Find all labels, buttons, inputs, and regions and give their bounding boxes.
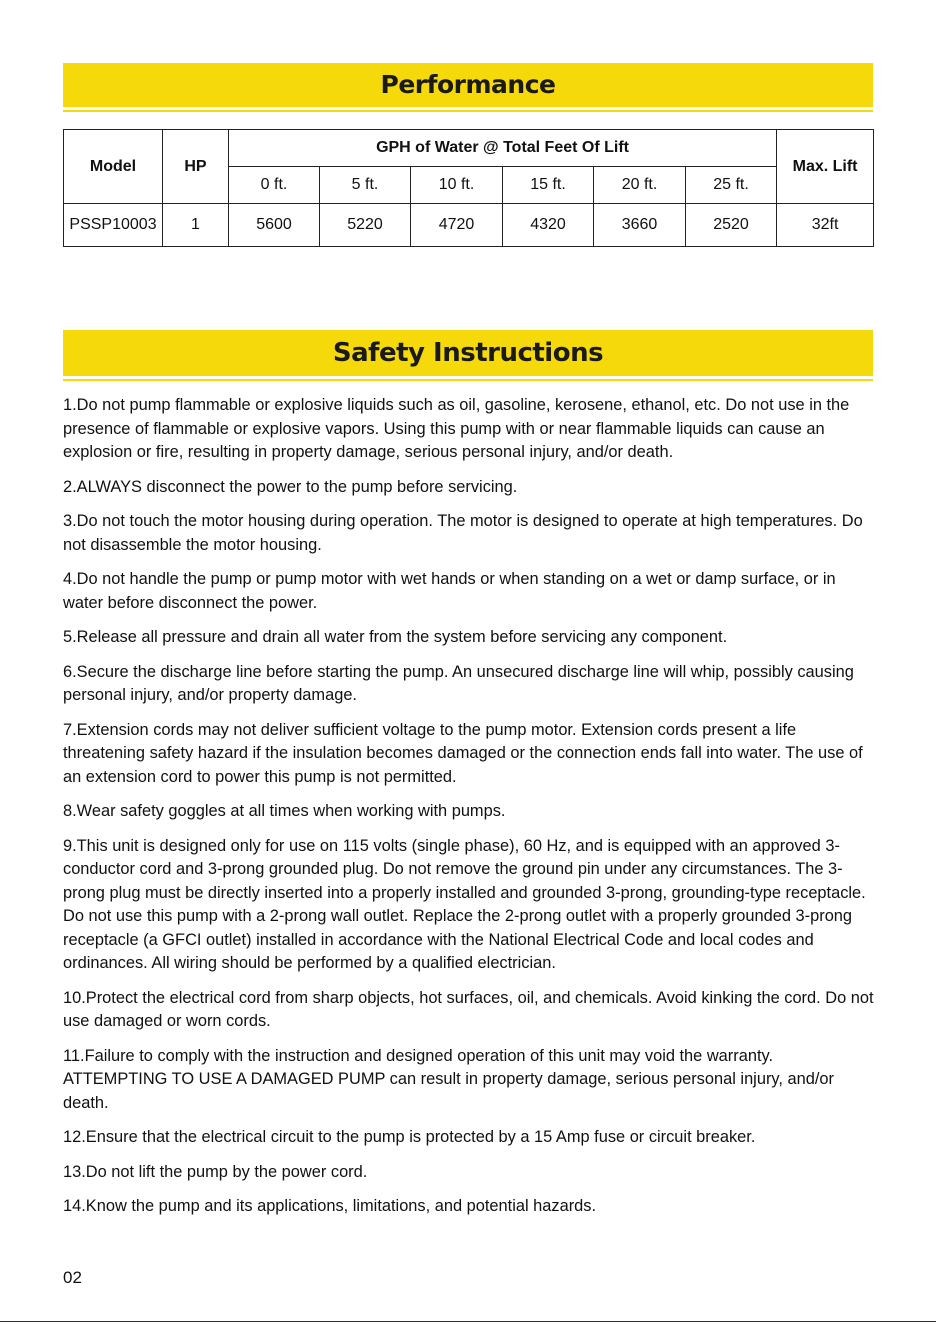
cell-gph-5: 5220 [320,204,411,247]
list-item: 7.Extension cords may not deliver sufficient voltage to the pump motor. Extension cords present a life threatening safety hazard if the insulation becomes damaged or the connection ends fall into water. The use of an extension cord to power this pump is not permitted. [63,720,863,786]
header-hp: HP [163,130,229,204]
performance-banner [63,63,873,107]
list-item: 12.Ensure that the electrical circuit to the pump is protected by a 15 Amp fuse or circuit breaker. [63,1128,756,1146]
page-number: 02 [63,1268,82,1287]
cell-gph-10: 4720 [411,204,503,247]
header-lift-5: 5 ft. [320,167,411,204]
safety-banner [63,330,873,376]
cell-hp: 1 [163,204,229,247]
list-item: 3.Do not touch the motor housing during operation. The motor is designed to operate at high temperatures. Do not disassemble the motor housing. [63,512,863,554]
list-item: 9.This unit is designed only for use on 115 volts (single phase), 60 Hz, and is equipped with an approved 3-conductor cord and 3-prong grounded plug. Do not remove the ground pin under any circumstances. The 3-prong plug must be directly inserted into a properly installed and grounded 3-prong, grounding-type receptacle. Do not use this pump with a 2-prong wall outlet. Replace the 2-prong outlet with a properly grounded 3-prong receptacle (a GFCI outlet) installed in accordance with the National Electrical Code and local codes and ordinances. All wiring should be performed by a qualified electrician. [63,836,866,972]
list-item: 10.Protect the electrical cord from sharp objects, hot surfaces, oil, and chemicals. Avoid kinking the cord. Do not use damaged or worn cords. [63,988,874,1030]
cell-model: PSSP10003 [64,204,163,247]
performance-title: Performance [380,70,556,99]
header-model: Model [64,130,163,204]
safety-title: Safety Instructions [332,338,604,368]
cell-gph-20: 3660 [594,204,686,247]
table-row [64,204,874,247]
list-item: 4.Do not handle the pump or pump motor with wet hands or when standing on a wet or damp surface, or in water before disconnect the power. [63,570,836,612]
list-item: 1.Do not pump flammable or explosive liquids such as oil, gasoline, kerosene, ethanol, etc. Do not use in the presence of flammable or explosive vapors. Using this pump with or near flammable liquids can cause an explosion or fire, resulting in property damage, serious personal injury, and/or death. [63,396,850,461]
header-lift-20: 20 ft. [594,167,686,204]
cell-gph-15: 4320 [503,204,594,247]
list-item: 2.ALWAYS disconnect the power to the pump before servicing. [63,477,518,496]
header-lift-25: 25 ft. [686,167,777,204]
list-item: 6.Secure the discharge line before starting the pump. An unsecured discharge line will whip, possibly causing personal injury, and/or property damage. [63,662,854,704]
header-gph-group: GPH of Water @ Total Feet Of Lift [229,130,777,167]
safety-instructions-list [63,394,875,1230]
header-lift-15: 15 ft. [503,167,594,204]
header-lift-0: 0 ft. [229,167,320,204]
header-max-lift: Max. Lift [777,130,874,204]
bottom-divider [0,1321,936,1322]
cell-gph-0: 5600 [229,204,320,247]
header-lift-10: 10 ft. [411,167,503,204]
list-item: 13.Do not lift the pump by the power cord. [63,1162,368,1181]
performance-table [63,129,874,247]
list-item: 8.Wear safety goggles at all times when working with pumps. [63,802,506,820]
cell-gph-25: 2520 [686,204,777,247]
list-item: 11.Failure to comply with the instruction and designed operation of this unit may void the warranty. ATTEMPTING TO USE A DAMAGED PUMP can result in property damage, serious personal injury, and/or death. [63,1046,834,1112]
list-item: 5.Release all pressure and drain all water from the system before servicing any component. [63,628,728,646]
cell-max-lift: 32ft [777,204,874,247]
list-item: 14.Know the pump and its applications, limitations, and potential hazards. [63,1197,597,1215]
